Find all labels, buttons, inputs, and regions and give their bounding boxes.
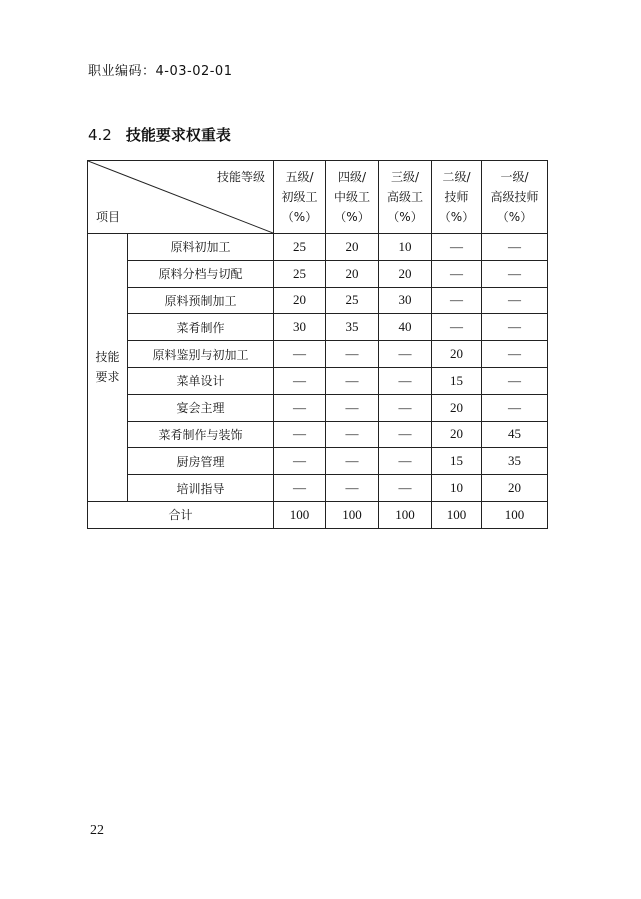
skill-requirement-group-cell — [88, 234, 128, 502]
row-item-label: 厨房管理 — [128, 448, 274, 475]
value-cell: 20 — [274, 287, 326, 314]
value-cell: — — [379, 448, 432, 475]
row-item-label: 原料初加工 — [128, 234, 274, 261]
value-cell: — — [326, 394, 379, 421]
value-cell: 20 — [432, 421, 482, 448]
value-cell: 25 — [274, 234, 326, 261]
value-cell: 20 — [432, 341, 482, 368]
row-item-label: 原料分档与切配 — [128, 260, 274, 287]
value-cell: 45 — [482, 421, 548, 448]
level-header-5 — [274, 161, 326, 234]
value-cell: — — [482, 314, 548, 341]
table-row — [88, 448, 548, 475]
group-label-line2: 要求 — [95, 370, 120, 385]
value-cell: 20 — [482, 475, 548, 502]
value-cell: 35 — [326, 314, 379, 341]
level-3-line3: （%） — [387, 210, 423, 224]
value-cell: — — [482, 341, 548, 368]
value-cell: — — [432, 260, 482, 287]
table-header-row — [88, 161, 548, 234]
level-3-line1: 三级/ — [390, 170, 420, 184]
value-cell: 40 — [379, 314, 432, 341]
occupation-code: 职业编码：4-03-02-01 — [88, 64, 233, 79]
row-item-label: 原料预制加工 — [128, 287, 274, 314]
row-item-label: 宴会主理 — [128, 394, 274, 421]
skill-level-label: 技能等级 — [216, 170, 265, 184]
value-cell: — — [274, 421, 326, 448]
level-header-4 — [326, 161, 379, 234]
table-row — [88, 341, 548, 368]
level-4-line3: （%） — [334, 210, 370, 224]
level-2-line1: 二级/ — [442, 170, 471, 184]
value-cell: — — [379, 367, 432, 394]
table-row — [88, 314, 548, 341]
value-cell: 15 — [432, 448, 482, 475]
value-cell: — — [326, 341, 379, 368]
level-3-line2: 高级工 — [386, 190, 423, 204]
level-1-line2: 高级技师 — [490, 190, 539, 204]
value-cell: — — [274, 475, 326, 502]
level-4-line2: 中级工 — [333, 190, 370, 204]
table-row — [88, 475, 548, 502]
value-cell: 20 — [326, 234, 379, 261]
table-row — [88, 234, 548, 261]
level-header-2 — [432, 161, 482, 234]
value-cell: 20 — [432, 394, 482, 421]
level-5-line2: 初级工 — [281, 190, 318, 204]
value-cell: 15 — [432, 367, 482, 394]
value-cell: — — [274, 394, 326, 421]
value-cell: — — [326, 475, 379, 502]
total-label: 合计 — [88, 501, 274, 528]
value-cell: — — [326, 448, 379, 475]
section-title: 技能要求权重表 — [125, 126, 231, 144]
value-cell: 10 — [432, 475, 482, 502]
page-number: 22 — [90, 823, 104, 838]
value-cell: — — [482, 234, 548, 261]
table-row — [88, 287, 548, 314]
row-item-label: 菜单设计 — [128, 367, 274, 394]
value-cell: — — [326, 421, 379, 448]
value-cell: 25 — [326, 287, 379, 314]
value-cell: 35 — [482, 448, 548, 475]
value-cell: 20 — [326, 260, 379, 287]
value-cell: — — [379, 394, 432, 421]
table-row — [88, 260, 548, 287]
skill-weight-table — [87, 160, 548, 529]
value-cell: — — [482, 260, 548, 287]
table-row — [88, 421, 548, 448]
total-cell: 100 — [482, 501, 548, 528]
value-cell: — — [274, 367, 326, 394]
row-item-label: 原料鉴别与初加工 — [128, 341, 274, 368]
value-cell: — — [482, 367, 548, 394]
row-item-label: 培训指导 — [128, 475, 274, 502]
table-row — [88, 394, 548, 421]
level-4-line1: 四级/ — [337, 170, 367, 184]
level-2-line2: 技师 — [444, 190, 469, 204]
total-cell: 100 — [274, 501, 326, 528]
row-item-label: 菜肴制作与装饰 — [128, 421, 274, 448]
level-5-line1: 五级/ — [285, 170, 314, 184]
total-row — [88, 501, 548, 528]
value-cell: — — [326, 367, 379, 394]
value-cell: 25 — [274, 260, 326, 287]
level-1-line1: 一级/ — [500, 170, 529, 184]
level-1-line3: （%） — [496, 210, 533, 224]
value-cell: — — [482, 287, 548, 314]
level-5-line3: （%） — [281, 210, 318, 224]
value-cell: — — [274, 341, 326, 368]
value-cell: 10 — [379, 234, 432, 261]
value-cell: 30 — [274, 314, 326, 341]
value-cell: — — [379, 341, 432, 368]
level-header-3 — [379, 161, 432, 234]
value-cell: — — [432, 287, 482, 314]
value-cell: — — [432, 314, 482, 341]
group-label-line1: 技能 — [95, 350, 120, 365]
row-item-label: 菜肴制作 — [128, 314, 274, 341]
level-header-1 — [482, 161, 548, 234]
value-cell: — — [482, 394, 548, 421]
value-cell: 20 — [379, 260, 432, 287]
total-cell: 100 — [379, 501, 432, 528]
total-cell: 100 — [326, 501, 379, 528]
section-heading — [88, 124, 231, 145]
total-cell: 100 — [432, 501, 482, 528]
table-row — [88, 367, 548, 394]
corner-header-cell — [88, 161, 274, 234]
section-number: 4.2 — [88, 126, 112, 144]
value-cell: — — [274, 448, 326, 475]
value-cell: — — [379, 475, 432, 502]
item-label: 项目 — [96, 210, 121, 224]
value-cell: — — [432, 234, 482, 261]
value-cell: — — [379, 421, 432, 448]
value-cell: 30 — [379, 287, 432, 314]
level-2-line3: （%） — [438, 210, 475, 224]
